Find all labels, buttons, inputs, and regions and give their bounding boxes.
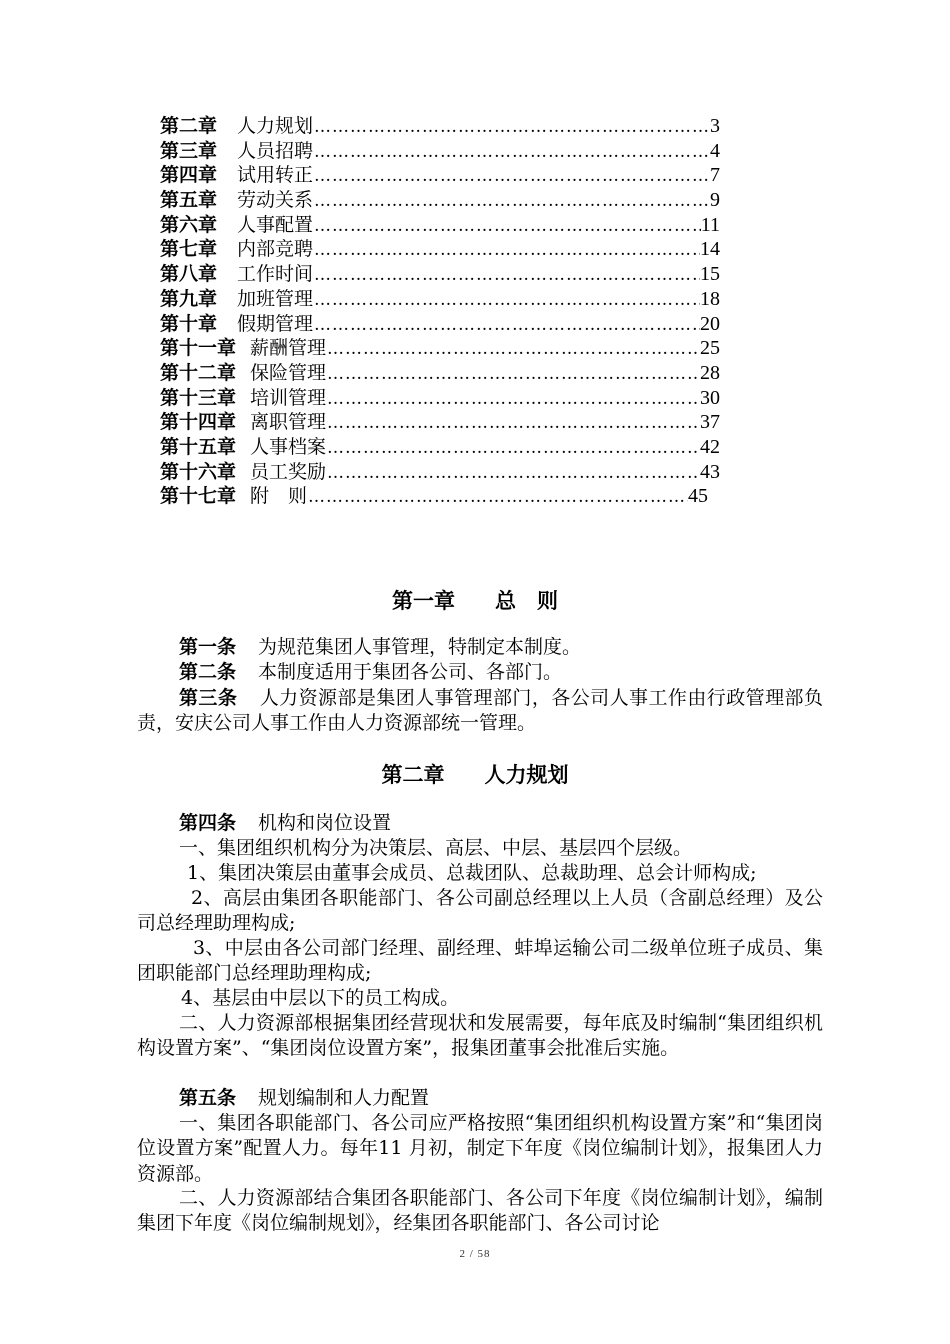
- toc-leader-dots: [314, 189, 710, 214]
- toc-title: 人事档案: [250, 435, 327, 458]
- paragraph: 二、人力资源部根据集团经营现状和发展需要，每年底及时编制“集团组织机构设置方案”、“集团岗位设置方案”，报集团董事会批准后实施。: [137, 1012, 823, 1060]
- toc-title: 内部竞聘: [237, 238, 314, 261]
- article-3: [137, 686, 823, 737]
- toc-leader-dots: [327, 461, 700, 486]
- toc-leader-dots: [308, 485, 688, 510]
- toc-entry[interactable]: [160, 312, 720, 337]
- toc-title: 人力规划: [237, 115, 314, 137]
- toc-page-number: 28: [700, 361, 720, 384]
- toc-page-number: 4: [710, 139, 720, 162]
- toc-page-number: 37: [700, 411, 720, 434]
- article-label: 第三条: [179, 687, 238, 709]
- page-indicator: 2 / 58: [459, 1248, 491, 1260]
- toc-page-number: 3: [710, 115, 720, 137]
- toc-entry[interactable]: [160, 386, 720, 411]
- article-label: 第五条: [179, 1087, 237, 1109]
- toc-page-number: 9: [710, 189, 720, 212]
- toc-page-number: 42: [700, 435, 720, 458]
- toc-chapter: 第九章: [160, 287, 218, 310]
- toc-leader-dots: [314, 238, 700, 263]
- article-1: [137, 635, 823, 660]
- toc-chapter: 第十七章: [160, 485, 237, 508]
- toc-entry[interactable]: [160, 139, 720, 164]
- toc-entry[interactable]: [160, 163, 720, 188]
- toc-chapter: 第七章: [160, 238, 218, 261]
- article-text: 本制度适用于集团各公司、各部门。: [258, 661, 563, 683]
- paragraph: 3、中层由各公司部门经理、副经理、蚌埠运输公司二级单位班子成员、集团职能部门总经理助理构成;: [137, 937, 823, 985]
- toc-leader-dots: [314, 115, 710, 140]
- toc-page-number: 15: [700, 263, 720, 286]
- paragraph: 4、基层由中层以下的员工构成。: [181, 987, 460, 1009]
- toc-chapter: 第十六章: [160, 460, 237, 483]
- toc-entry[interactable]: [160, 213, 720, 238]
- toc-chapter: 第二章: [160, 115, 218, 137]
- chapter-title: 总 则: [495, 588, 558, 613]
- toc-chapter: 第八章: [160, 263, 218, 286]
- chapter-title: 人力规划: [484, 762, 569, 787]
- article-title: 机构和岗位设置: [258, 812, 392, 834]
- article-title: 规划编制和人力配置: [258, 1087, 430, 1109]
- toc-entry[interactable]: [160, 410, 720, 435]
- toc-chapter: 第十章: [160, 312, 218, 335]
- paragraph: 2、高层由集团各职能部门、各公司副总经理以上人员（含副总经理）及公司总经理助理构成;: [137, 887, 823, 935]
- toc-title: 薪酬管理: [250, 337, 327, 360]
- toc-title: 假期管理: [237, 312, 314, 335]
- toc-leader-dots: [327, 411, 700, 436]
- toc-title: 人事配置: [237, 213, 314, 236]
- toc-page-number: 7: [710, 164, 720, 187]
- chapter-label: 第二章: [381, 762, 445, 787]
- toc-page-number: 18: [700, 287, 720, 310]
- toc-chapter: 第十一章: [160, 337, 237, 360]
- toc-title: 试用转正: [237, 164, 314, 187]
- toc-chapter: 第十三章: [160, 386, 237, 409]
- toc-entry[interactable]: [160, 237, 720, 262]
- article-4-heading: [137, 811, 823, 836]
- article-text: 人力资源部是集团人事管理部门，各公司人事工作由行政管理部负责，安庆公司人事工作由人力资源部统一管理。: [137, 687, 823, 735]
- toc-page-number: 43: [700, 460, 720, 483]
- toc-title: 劳动关系: [237, 189, 314, 212]
- toc-title: 加班管理: [237, 287, 314, 310]
- toc-page-number: 25: [700, 337, 720, 360]
- toc-leader-dots: [327, 387, 700, 412]
- toc-chapter: 第十二章: [160, 361, 237, 384]
- chapter-2-heading: [0, 760, 950, 790]
- toc-leader-dots: [314, 263, 700, 288]
- toc-title: 保险管理: [250, 361, 327, 384]
- toc-entry[interactable]: [160, 262, 720, 287]
- toc-leader-dots: [314, 164, 710, 189]
- toc-chapter: 第三章: [160, 139, 218, 162]
- toc-page-number: 14: [700, 238, 720, 261]
- toc-entry[interactable]: [160, 361, 720, 386]
- toc-entry[interactable]: [160, 484, 708, 509]
- toc-title: 员工奖励: [250, 460, 327, 483]
- toc-title: 附 则: [250, 485, 308, 508]
- article-5-heading: [137, 1086, 823, 1111]
- toc-title: 人员招聘: [237, 139, 314, 162]
- toc-entry[interactable]: [160, 460, 720, 485]
- toc-leader-dots: [314, 140, 710, 165]
- toc-chapter: 第十四章: [160, 411, 237, 434]
- paragraph: 1、集团决策层由董事会成员、总裁团队、总裁助理、总会计师构成;: [187, 862, 757, 884]
- chapter-1-heading: [0, 586, 950, 616]
- toc-page-number: 11: [700, 213, 720, 236]
- toc-leader-dots: [314, 214, 701, 239]
- toc-leader-dots: [314, 313, 700, 338]
- toc-entry[interactable]: [160, 188, 720, 213]
- toc-title: 离职管理: [250, 411, 327, 434]
- paragraph: 二、人力资源部结合集团各职能部门、各公司下年度《岗位编制计划》，编制集团下年度《岗位编制规划》，经集团各职能部门、各公司讨论: [137, 1187, 823, 1235]
- toc-chapter: 第五章: [160, 189, 218, 212]
- toc-entry[interactable]: [160, 336, 720, 361]
- toc-page-number: 30: [700, 386, 720, 409]
- table-of-contents: [160, 114, 720, 509]
- toc-title: 培训管理: [250, 386, 327, 409]
- article-label: 第四条: [179, 812, 237, 834]
- article-text: 为规范集团人事管理，特制定本制度。: [258, 636, 582, 658]
- chapter-label: 第一章: [392, 588, 455, 613]
- toc-page-number: 20: [700, 312, 720, 335]
- toc-chapter: 第六章: [160, 213, 218, 236]
- toc-leader-dots: [314, 288, 700, 313]
- toc-leader-dots: [327, 436, 700, 461]
- toc-entry[interactable]: [160, 287, 720, 312]
- toc-chapter: 第十五章: [160, 435, 237, 458]
- toc-chapter: 第四章: [160, 164, 218, 187]
- article-label: 第二条: [179, 661, 237, 683]
- paragraph: 一、集团各职能部门、各公司应严格按照“集团组织机构设置方案”和“集团岗位设置方案”配置人力。每年11 月初，制定下年度《岗位编制计划》，报集团人力资源部。: [137, 1112, 823, 1185]
- toc-page-number: 45: [688, 485, 708, 508]
- toc-entry[interactable]: [160, 435, 720, 460]
- paragraph: 一、集团组织机构分为决策层、高层、中层、基层四个层级。: [179, 837, 693, 859]
- toc-leader-dots: [327, 362, 700, 387]
- toc-leader-dots: [327, 337, 700, 362]
- toc-entry[interactable]: [160, 114, 720, 139]
- article-2: [137, 660, 823, 685]
- toc-title: 工作时间: [237, 263, 314, 286]
- article-label: 第一条: [179, 636, 237, 658]
